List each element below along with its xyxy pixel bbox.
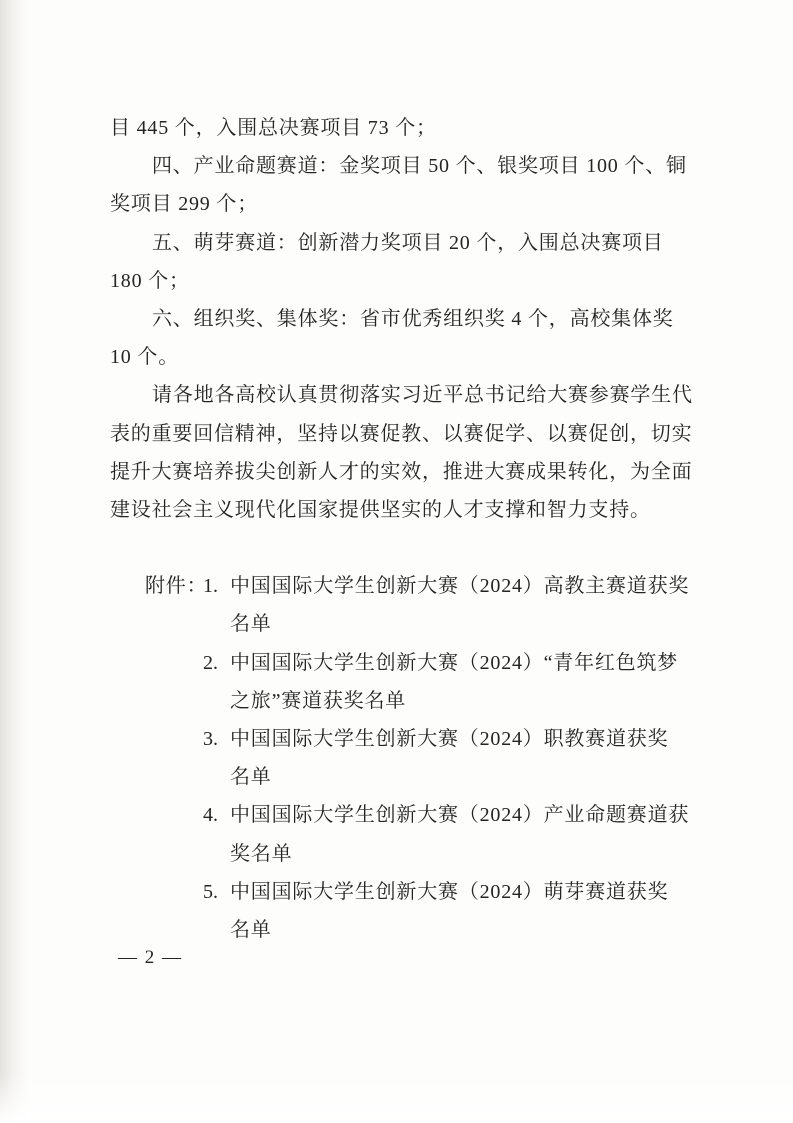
attachment-number: 5.	[203, 880, 218, 903]
attachment-item-line	[110, 873, 682, 911]
attachment-item-line: 名单	[230, 613, 272, 636]
attachment-number: 1.	[203, 575, 218, 598]
body-line: 建设社会主义现代化国家提供坚实的人才支撑和智力支持。	[110, 498, 651, 521]
body-line: 表的重要回信精神，坚持以赛促教、以赛促学、以赛促创，切实	[110, 422, 693, 445]
attachment-number: 4.	[203, 804, 218, 827]
body-line: 提升大赛培养拔尖创新人才的实效，推进大赛成果转化，为全面	[110, 460, 693, 483]
document-body	[110, 109, 693, 529]
attachment-item-line	[110, 720, 682, 758]
attachments-label: 附件：	[145, 575, 208, 598]
attachment-text: 中国国际大学生创新大赛（2024）萌芽赛道获奖	[230, 880, 669, 903]
attachment-number: 3.	[203, 728, 218, 750]
body-line: 10 个。	[110, 346, 179, 369]
body-line: 四、产业命题赛道：金奖项目 50 个、银奖项目 100 个、铜	[152, 155, 687, 178]
body-line: 五、萌芽赛道：创新潜力奖项目 20 个，入围总决赛项目	[152, 231, 664, 254]
attachment-item-line: 名单	[230, 918, 272, 941]
body-line: 180 个；	[110, 269, 190, 292]
attachment-text: 中国国际大学生创新大赛（2024）高教主赛道获奖	[230, 575, 690, 598]
body-line: 请各地各高校认真贯彻落实习近平总书记给大赛参赛学生代	[152, 384, 693, 407]
attachment-text: 中国国际大学生创新大赛（2024）职教赛道获奖	[230, 728, 669, 750]
attachment-text: 中国国际大学生创新大赛（2024）“青年红色筑梦	[230, 651, 679, 674]
body-line: 六、组织奖、集体奖：省市优秀组织奖 4 个，高校集体奖	[152, 307, 674, 330]
attachments-section	[110, 567, 690, 949]
attachment-item-line	[110, 796, 690, 834]
attachment-item-line	[110, 644, 682, 682]
attachment-text: 中国国际大学生创新大赛（2024）产业命题赛道获	[230, 804, 690, 827]
scan-left-edge-shading	[0, 0, 30, 1123]
blank-line-spacer	[110, 529, 682, 567]
attachment-item-line: 之旅”赛道获奖名单	[230, 689, 407, 712]
attachment-items	[110, 567, 690, 949]
document-content	[110, 109, 693, 949]
body-line: 奖项目 299 个；	[110, 193, 258, 216]
page-number: — 2 —	[118, 947, 183, 968]
attachment-number: 2.	[203, 651, 218, 674]
attachment-item-line: 奖名单	[230, 842, 293, 865]
attachment-item-line: 名单	[230, 766, 272, 789]
scan-bottom-edge-shading	[0, 1073, 793, 1123]
body-line: 目 445 个，入围总决赛项目 73 个；	[110, 117, 437, 139]
